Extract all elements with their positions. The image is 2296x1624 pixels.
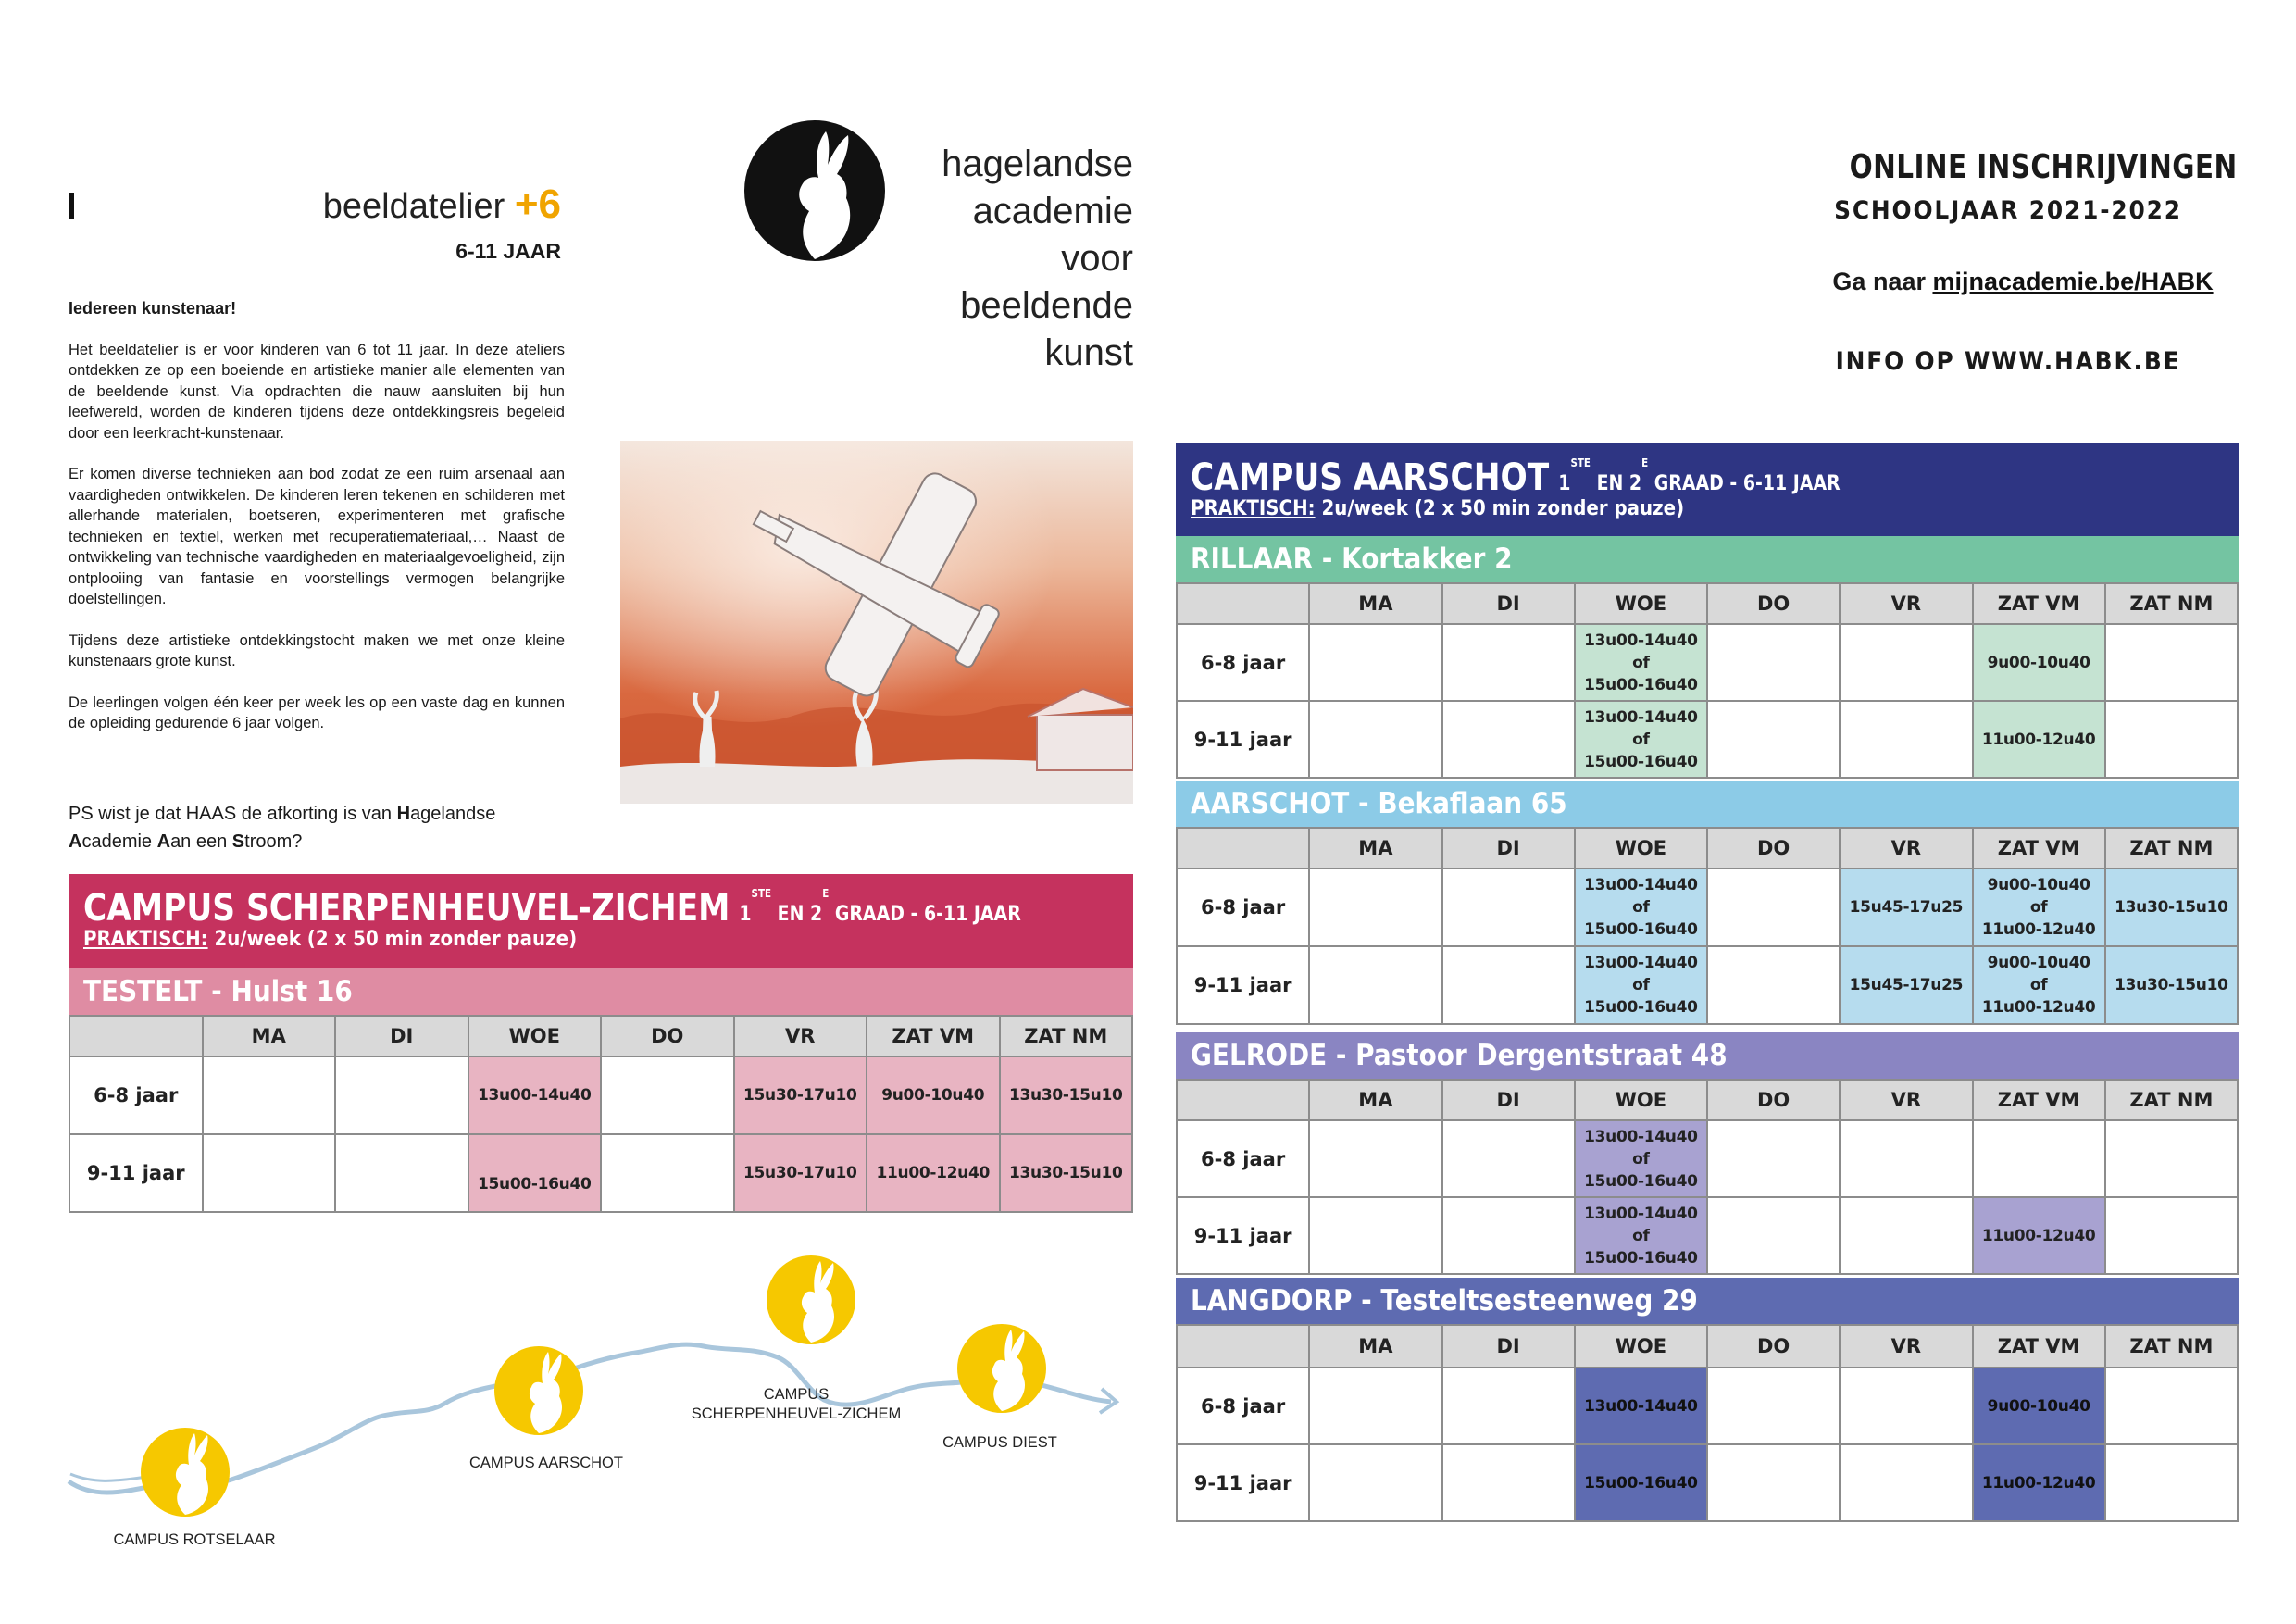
campus-scherpenheuvel-header: CAMPUS SCHERPENHEUVEL-ZICHEM 1STE EN $2^E$ GRAAD - 6-11 JAAR PRAKTISCH: 2u/week (2 x 50 min zonder pauze) (69, 874, 1133, 968)
table-row (1177, 946, 2238, 1024)
time-slot-cell: 13u30-15u10 (1000, 1056, 1133, 1134)
time-slot-cell (1442, 701, 1575, 778)
time-slot-cell (1442, 1120, 1575, 1197)
age-group-label: 9-11 jaar (1177, 701, 1309, 778)
day-header: ZAT VM (1973, 828, 2105, 868)
time-slot-cell (203, 1134, 336, 1212)
table-header-row (1177, 828, 2238, 868)
day-header: WOE (1575, 1325, 1707, 1368)
day-header: DI (335, 1016, 468, 1056)
day-header: VR (1840, 583, 1972, 624)
day-header: MA (1309, 583, 1441, 624)
time-slot-cell (1840, 701, 1972, 778)
map-label-aarschot: CAMPUS AARSCHOT (469, 1455, 623, 1471)
day-header: DO (1707, 828, 1840, 868)
intro-paragraph: De leerlingen volgen één keer per week les op een vaste dag en kunnen de opleiding gedurende 6 jaar volgen. (69, 693, 565, 731)
time-slot-cell: 11u00-12u40 (1973, 1197, 2105, 1274)
artwork-image (620, 441, 1133, 804)
time-slot-cell: 15u45-17u25 (1840, 946, 1972, 1024)
campus-diest-logo-icon (955, 1322, 1048, 1415)
academy-name: hagelandse academie voor beeldende kunst (942, 144, 1133, 373)
time-slot-cell (1707, 624, 1840, 701)
time-slot-cell: 9u00-10u40 of 11u00-12u40 (1973, 946, 2105, 1024)
header-corner (1177, 1325, 1309, 1368)
table-row (1177, 1444, 2238, 1521)
time-slot-cell: 15u00-16u40 (1575, 1444, 1707, 1521)
header-corner (1177, 1080, 1309, 1120)
campus-rotselaar-logo-icon (139, 1426, 231, 1518)
intro-text (69, 298, 565, 755)
time-slot-cell: 11u00-12u40 (1973, 701, 2105, 778)
time-slot-cell (1309, 624, 1441, 701)
day-header: WOE (468, 1016, 602, 1056)
schedule-table-gelrode (1176, 1079, 2239, 1275)
time-slot-cell (1442, 868, 1575, 946)
time-slot-cell (1442, 1368, 1575, 1444)
time-slot-cell: 15u30-17u10 (734, 1056, 867, 1134)
time-slot-cell: 13u30-15u10 (2105, 868, 2238, 946)
location-rillaar: RILLAAR - Kortakker 2 (1176, 536, 2239, 582)
ps-note: PS wist je dat HAAS de afkorting is van Hagelandse Academie Aan een Stroom? (69, 804, 496, 852)
campus-scherpenheuvel-logo-icon (765, 1254, 857, 1346)
table-row (69, 1056, 1132, 1134)
day-header: VR (734, 1016, 867, 1056)
age-group-label: 6-8 jaar (1177, 1120, 1309, 1197)
time-slot-cell (2105, 1444, 2238, 1521)
info-website: INFO OP WWW.HABK.BE (1835, 347, 2181, 376)
day-header: MA (1309, 1080, 1441, 1120)
intro-paragraph: Tijdens deze artistieke ontdekkingstocht maken we met onze kleine kunstenaars grote kunst. (69, 631, 565, 669)
table-row (1177, 1197, 2238, 1274)
day-header: ZAT NM (2105, 1080, 2238, 1120)
program-age: 6-11 JAAR (455, 239, 561, 263)
age-group-label: 9-11 jaar (1177, 1197, 1309, 1274)
time-slot-cell (2105, 1120, 2238, 1197)
header-corner (1177, 583, 1309, 624)
map-label-rotselaar: CAMPUS ROTSELAAR (113, 1531, 276, 1548)
school-year: SCHOOLJAAR 2021-2022 (1834, 196, 2182, 225)
time-slot-cell (1840, 624, 1972, 701)
time-slot-cell: 15u00-16u40 (468, 1134, 602, 1212)
day-header: DO (1707, 583, 1840, 624)
day-header: WOE (1575, 828, 1707, 868)
time-slot-cell: 9u00-10u40 (867, 1056, 1000, 1134)
time-slot-cell: 11u00-12u40 (1973, 1444, 2105, 1521)
program-title: beeldatelier +6 (322, 181, 561, 227)
table-row (69, 1134, 1132, 1212)
time-slot-cell (1707, 1120, 1840, 1197)
time-slot-cell: 13u00-14u40 (1575, 1368, 1707, 1444)
table-row (1177, 701, 2238, 778)
map-label-scherpenheuvel: CAMPUS SCHERPENHEUVEL-ZICHEM (691, 1386, 902, 1422)
day-header: ZAT VM (1973, 1080, 2105, 1120)
time-slot-cell (1840, 1120, 1972, 1197)
time-slot-cell (1707, 1368, 1840, 1444)
time-slot-cell (2105, 624, 2238, 701)
campus-aarschot-header: CAMPUS AARSCHOT 1STE EN $2^E$ GRAAD - 6-11 JAAR PRAKTISCH: 2u/week (2 x 50 min zonder pauze) (1176, 443, 2239, 536)
time-slot-cell (1840, 1444, 1972, 1521)
time-slot-cell (2105, 701, 2238, 778)
time-slot-cell: 15u45-17u25 (1840, 868, 1972, 946)
time-slot-cell (1309, 946, 1441, 1024)
age-group-label: 6-8 jaar (1177, 624, 1309, 701)
time-slot-cell (1442, 1444, 1575, 1521)
time-slot-cell: 13u00-14u40 of 15u00-16u40 (1575, 868, 1707, 946)
day-header: ZAT VM (1973, 1325, 2105, 1368)
schedule-table-aarschot (1176, 827, 2239, 1025)
registration-title: ONLINE INSCHRIJVINGEN (1849, 148, 2238, 186)
time-slot-cell: 11u00-12u40 (867, 1134, 1000, 1212)
time-slot-cell (1840, 1368, 1972, 1444)
time-slot-cell (1707, 868, 1840, 946)
time-slot-cell (1707, 946, 1840, 1024)
time-slot-cell: 13u00-14u40 of 15u00-16u40 (1575, 624, 1707, 701)
day-header: MA (203, 1016, 336, 1056)
time-slot-cell: 9u00-10u40 (1973, 624, 2105, 701)
time-slot-cell (203, 1056, 336, 1134)
time-slot-cell: 13u00-14u40 of 15u00-16u40 (1575, 1120, 1707, 1197)
day-header: DO (1707, 1325, 1840, 1368)
time-slot-cell (1309, 1444, 1441, 1521)
time-slot-cell (1442, 624, 1575, 701)
age-group-label: 9-11 jaar (1177, 946, 1309, 1024)
day-header: DI (1442, 1080, 1575, 1120)
table-header-row (1177, 1080, 2238, 1120)
decorative-mark (69, 193, 74, 219)
age-group-label: 6-8 jaar (1177, 868, 1309, 946)
intro-heading: Iedereen kunstenaar! (69, 299, 237, 318)
day-header: VR (1840, 828, 1972, 868)
day-header: DI (1442, 1325, 1575, 1368)
table-row (1177, 624, 2238, 701)
time-slot-cell (1442, 1197, 1575, 1274)
registration-link-line: Ga naar mijnacademie.be/HABK (1832, 268, 2214, 295)
day-header: ZAT VM (1973, 583, 2105, 624)
day-header: ZAT VM (867, 1016, 1000, 1056)
header-corner (69, 1016, 203, 1056)
day-header: WOE (1575, 1080, 1707, 1120)
map-label-diest: CAMPUS DIEST (942, 1434, 1057, 1451)
day-header: DO (601, 1016, 734, 1056)
time-slot-cell (1442, 946, 1575, 1024)
time-slot-cell: 13u00-14u40 of 15u00-16u40 (1575, 701, 1707, 778)
time-slot-cell (1707, 1444, 1840, 1521)
table-row (1177, 1120, 2238, 1197)
time-slot-cell (1309, 1197, 1441, 1274)
time-slot-cell (1973, 1120, 2105, 1197)
table-header-row (1177, 583, 2238, 624)
time-slot-cell: 13u30-15u10 (2105, 946, 2238, 1024)
time-slot-cell (1840, 1197, 1972, 1274)
schedule-table-rillaar (1176, 582, 2239, 779)
time-slot-cell (335, 1134, 468, 1212)
header-corner (1177, 828, 1309, 868)
schedule-table-testelt (69, 1015, 1133, 1213)
time-slot-cell (1707, 1197, 1840, 1274)
time-slot-cell: 15u30-17u10 (734, 1134, 867, 1212)
day-header: ZAT NM (2105, 828, 2238, 868)
time-slot-cell: 13u00-14u40 (468, 1056, 602, 1134)
registration-link[interactable]: mijnacademie.be/HABK (1932, 268, 2214, 295)
table-header-row (1177, 1325, 2238, 1368)
age-group-label: 6-8 jaar (1177, 1368, 1309, 1444)
time-slot-cell (601, 1134, 734, 1212)
intro-paragraph: Er komen diverse technieken aan bod zodat ze een ruim arsenaal aan vaardigheden ontwikkelen. De kinderen leren tekenen en schilderen met allerhande materialen, boetseren, experimenteren met grafische technieken en textiel, werken met recuperatiemateriaal,… Naast de ontwikkeling van technische vaardigheden en materiaalgevoeligheid, zijn ontplooiing van fantasie en voorstellings vermogen belangrijke doelstellingen. (69, 466, 565, 607)
day-header: VR (1840, 1080, 1972, 1120)
time-slot-cell: 13u00-14u40 of 15u00-16u40 (1575, 1197, 1707, 1274)
table-header-row (69, 1016, 1132, 1056)
campus-aarschot-logo-icon (493, 1344, 585, 1437)
location-langdorp: LANGDORP - Testeltsesteenweg 29 (1176, 1278, 2239, 1324)
time-slot-cell (1707, 701, 1840, 778)
time-slot-cell (601, 1056, 734, 1134)
time-slot-cell (1309, 701, 1441, 778)
age-group-label: 9-11 jaar (69, 1134, 203, 1212)
day-header: ZAT NM (1000, 1016, 1133, 1056)
day-header: DO (1707, 1080, 1840, 1120)
day-header: MA (1309, 1325, 1441, 1368)
time-slot-cell: 13u30-15u10 (1000, 1134, 1133, 1212)
age-group-label: 6-8 jaar (69, 1056, 203, 1134)
time-slot-cell: 13u00-14u40 of 15u00-16u40 (1575, 946, 1707, 1024)
time-slot-cell (2105, 1197, 2238, 1274)
time-slot-cell: 9u00-10u40 (1973, 1368, 2105, 1444)
day-header: WOE (1575, 583, 1707, 624)
time-slot-cell (1309, 868, 1441, 946)
day-header: MA (1309, 828, 1441, 868)
day-header: ZAT NM (2105, 583, 2238, 624)
table-row (1177, 1368, 2238, 1444)
intro-paragraph: Het beeldatelier is er voor kinderen van 6 tot 11 jaar. In deze ateliers ontdekken ze op een boeiende en artistieke manier alle elementen van de beeldende kunst. Via opdrachten die nauw aansluiten bij hun leefwereld, worden de kinderen tijdens deze ontdekkingsreis begeleid door een leerkracht-kunstenaar. (69, 341, 565, 442)
schedule-table-langdorp (1176, 1324, 2239, 1522)
hare-logo-icon (744, 120, 885, 261)
time-slot-cell (335, 1056, 468, 1134)
time-slot-cell (2105, 1368, 2238, 1444)
table-row (1177, 868, 2238, 946)
location-aarschot: AARSCHOT - Bekaflaan 65 (1176, 781, 2239, 827)
location-gelrode: GELRODE - Pastoor Dergentstraat 48 (1176, 1032, 2239, 1079)
day-header: DI (1442, 583, 1575, 624)
time-slot-cell (1309, 1120, 1441, 1197)
day-header: ZAT NM (2105, 1325, 2238, 1368)
time-slot-cell (1309, 1368, 1441, 1444)
day-header: DI (1442, 828, 1575, 868)
time-slot-cell: 9u00-10u40 of 11u00-12u40 (1973, 868, 2105, 946)
location-testelt: TESTELT - Hulst 16 (69, 968, 1133, 1015)
age-group-label: 9-11 jaar (1177, 1444, 1309, 1521)
day-header: VR (1840, 1325, 1972, 1368)
